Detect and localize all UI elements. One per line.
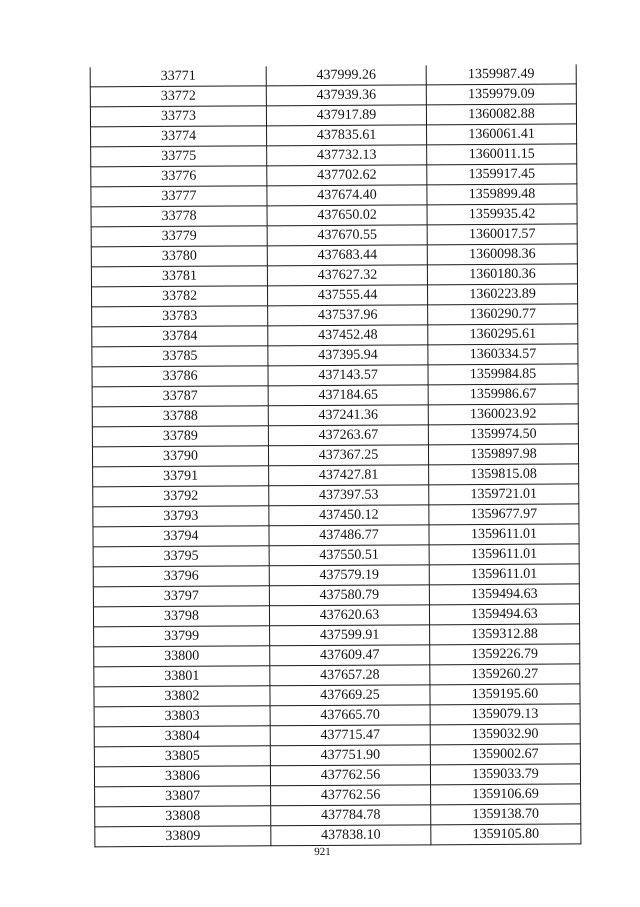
y-coordinate-cell: 1359677.97 [429, 504, 579, 525]
x-coordinate-cell: 437580.79 [269, 585, 429, 606]
y-coordinate-cell: 1359979.09 [426, 84, 576, 105]
x-coordinate-cell: 437450.12 [269, 505, 429, 526]
table-row [91, 244, 577, 267]
table-row [94, 644, 580, 667]
x-coordinate-cell: 437670.55 [267, 225, 427, 246]
y-coordinate-cell: 1359611.01 [429, 524, 579, 545]
y-coordinate-cell: 1359138.70 [431, 804, 581, 825]
x-coordinate-cell: 437999.26 [266, 65, 426, 85]
x-coordinate-cell: 437669.25 [270, 685, 430, 706]
y-coordinate-cell: 1359105.80 [431, 824, 581, 845]
table-row [92, 384, 578, 407]
table-row [93, 544, 579, 567]
x-coordinate-cell: 437838.10 [271, 825, 431, 846]
y-coordinate-cell: 1359974.50 [428, 424, 578, 445]
point-id-cell: 33774 [91, 126, 267, 147]
table-row [93, 464, 579, 487]
y-coordinate-cell: 1359195.60 [430, 684, 580, 705]
point-id-cell: 33792 [93, 486, 269, 507]
point-id-cell: 33772 [90, 86, 266, 107]
table-row [91, 204, 577, 227]
table-row [93, 584, 579, 607]
y-coordinate-cell: 1359079.13 [430, 704, 580, 725]
point-id-cell: 33809 [95, 826, 271, 847]
table-row [91, 264, 577, 287]
y-coordinate-cell: 1359987.49 [426, 64, 576, 84]
point-id-cell: 33802 [94, 686, 270, 707]
point-id-cell: 33775 [91, 146, 267, 167]
point-id-cell: 33785 [92, 346, 268, 367]
point-id-cell: 33808 [95, 806, 271, 827]
x-coordinate-cell: 437609.47 [270, 645, 430, 666]
table-row [92, 324, 578, 347]
x-coordinate-cell: 437241.36 [268, 405, 428, 426]
table-row [92, 424, 578, 447]
point-id-cell: 33803 [94, 706, 270, 727]
table-row [94, 664, 580, 687]
y-coordinate-cell: 1359815.08 [429, 464, 579, 485]
point-id-cell: 33786 [92, 366, 268, 387]
x-coordinate-cell: 437599.91 [270, 625, 430, 646]
coordinates-table [90, 64, 582, 847]
y-coordinate-cell: 1359002.67 [430, 744, 580, 765]
x-coordinate-cell: 437486.77 [269, 525, 429, 546]
x-coordinate-cell: 437263.67 [268, 425, 428, 446]
x-coordinate-cell: 437537.96 [268, 305, 428, 326]
point-id-cell: 33795 [93, 546, 269, 567]
point-id-cell: 33778 [91, 206, 267, 227]
y-coordinate-cell: 1360082.88 [426, 104, 576, 125]
x-coordinate-cell: 437665.70 [270, 705, 430, 726]
point-id-cell: 33782 [91, 286, 267, 307]
y-coordinate-cell: 1359935.42 [427, 204, 577, 225]
point-id-cell: 33790 [92, 446, 268, 467]
point-id-cell: 33781 [91, 266, 267, 287]
point-id-cell: 33797 [93, 586, 269, 607]
x-coordinate-cell: 437550.51 [269, 545, 429, 566]
y-coordinate-cell: 1359033.79 [430, 764, 580, 785]
x-coordinate-cell: 437702.62 [267, 165, 427, 186]
y-coordinate-cell: 1360295.61 [428, 324, 578, 345]
table-row [93, 564, 579, 587]
x-coordinate-cell: 437732.13 [267, 145, 427, 166]
point-id-cell: 33794 [93, 526, 269, 547]
point-id-cell: 33771 [90, 66, 266, 87]
y-coordinate-cell: 1359494.63 [429, 584, 579, 605]
x-coordinate-cell: 437395.94 [268, 345, 428, 366]
table-row [93, 604, 579, 627]
point-id-cell: 33783 [92, 306, 268, 327]
y-coordinate-cell: 1360098.36 [427, 244, 577, 265]
x-coordinate-cell: 437674.40 [267, 185, 427, 206]
table-row [92, 344, 578, 367]
table-row [95, 824, 581, 847]
table-row [90, 84, 576, 107]
y-coordinate-cell: 1359897.98 [428, 444, 578, 465]
point-id-cell: 33807 [95, 786, 271, 807]
table-row [93, 484, 579, 507]
y-coordinate-cell: 1359611.01 [429, 564, 579, 585]
y-coordinate-cell: 1360334.57 [428, 344, 578, 365]
x-coordinate-cell: 437917.89 [266, 105, 426, 126]
x-coordinate-cell: 437762.56 [270, 765, 430, 786]
y-coordinate-cell: 1360290.77 [428, 304, 578, 325]
point-id-cell: 33806 [94, 766, 270, 787]
point-id-cell: 33805 [94, 746, 270, 767]
y-coordinate-cell: 1359032.90 [430, 724, 580, 745]
table-row [95, 804, 581, 827]
y-coordinate-cell: 1359899.48 [427, 184, 577, 205]
point-id-cell: 33791 [93, 466, 269, 487]
x-coordinate-cell: 437367.25 [268, 445, 428, 466]
point-id-cell: 33780 [91, 246, 267, 267]
x-coordinate-cell: 437620.63 [269, 605, 429, 626]
y-coordinate-cell: 1359721.01 [429, 484, 579, 505]
point-id-cell: 33776 [91, 166, 267, 187]
y-coordinate-cell: 1360023.92 [428, 404, 578, 425]
table-row [94, 624, 580, 647]
point-id-cell: 33801 [94, 666, 270, 687]
y-coordinate-cell: 1359260.27 [430, 664, 580, 685]
point-id-cell: 33793 [93, 506, 269, 527]
x-coordinate-cell: 437184.65 [268, 385, 428, 406]
x-coordinate-cell: 437427.81 [269, 465, 429, 486]
table-row [92, 364, 578, 387]
x-coordinate-cell: 437579.19 [269, 565, 429, 586]
table-body [90, 64, 581, 846]
y-coordinate-cell: 1360061.41 [427, 124, 577, 145]
table-row [93, 504, 579, 527]
table-row [91, 164, 577, 187]
point-id-cell: 33787 [92, 386, 268, 407]
point-id-cell: 33800 [94, 646, 270, 667]
y-coordinate-cell: 1360180.36 [427, 264, 577, 285]
table-row [94, 724, 580, 747]
table-row [90, 64, 576, 86]
y-coordinate-cell: 1359494.63 [429, 604, 579, 625]
point-id-cell: 33798 [93, 606, 269, 627]
table-row [91, 144, 577, 167]
table-row [94, 704, 580, 727]
point-id-cell: 33784 [92, 326, 268, 347]
x-coordinate-cell: 437452.48 [268, 325, 428, 346]
y-coordinate-cell: 1359312.88 [430, 624, 580, 645]
y-coordinate-cell: 1360223.89 [427, 284, 577, 305]
point-id-cell: 33777 [91, 186, 267, 207]
x-coordinate-cell: 437784.78 [271, 805, 431, 826]
point-id-cell: 33789 [92, 426, 268, 447]
point-id-cell: 33799 [94, 626, 270, 647]
y-coordinate-cell: 1360017.57 [427, 224, 577, 245]
table-row [91, 124, 577, 147]
x-coordinate-cell: 437762.56 [271, 785, 431, 806]
y-coordinate-cell: 1360011.15 [427, 144, 577, 165]
x-coordinate-cell: 437657.28 [270, 665, 430, 686]
table-row [91, 184, 577, 207]
point-id-cell: 33779 [91, 226, 267, 247]
table-row [94, 744, 580, 767]
x-coordinate-cell: 437397.53 [269, 485, 429, 506]
table-row [93, 524, 579, 547]
y-coordinate-cell: 1359917.45 [427, 164, 577, 185]
table-row [94, 764, 580, 787]
point-id-cell: 33773 [90, 106, 266, 127]
point-id-cell: 33804 [94, 726, 270, 747]
table-row [92, 304, 578, 327]
page-number: 921 [314, 845, 331, 859]
x-coordinate-cell: 437715.47 [270, 725, 430, 746]
table-row [91, 284, 577, 307]
y-coordinate-cell: 1359986.67 [428, 384, 578, 405]
y-coordinate-cell: 1359106.69 [431, 784, 581, 805]
point-id-cell: 33788 [92, 406, 268, 427]
x-coordinate-cell: 437835.61 [267, 125, 427, 146]
x-coordinate-cell: 437627.32 [267, 265, 427, 286]
table-row [91, 224, 577, 247]
table-row [92, 444, 578, 467]
y-coordinate-cell: 1359226.79 [430, 644, 580, 665]
x-coordinate-cell: 437939.36 [266, 85, 426, 106]
x-coordinate-cell: 437650.02 [267, 205, 427, 226]
x-coordinate-cell: 437683.44 [267, 245, 427, 266]
x-coordinate-cell: 437143.57 [268, 365, 428, 386]
x-coordinate-cell: 437555.44 [267, 285, 427, 306]
x-coordinate-cell: 437751.90 [270, 745, 430, 766]
point-id-cell: 33796 [93, 566, 269, 587]
table-row [90, 104, 576, 127]
table-row [92, 404, 578, 427]
table-row [95, 784, 581, 807]
y-coordinate-cell: 1359611.01 [429, 544, 579, 565]
table-row [94, 684, 580, 707]
y-coordinate-cell: 1359984.85 [428, 364, 578, 385]
